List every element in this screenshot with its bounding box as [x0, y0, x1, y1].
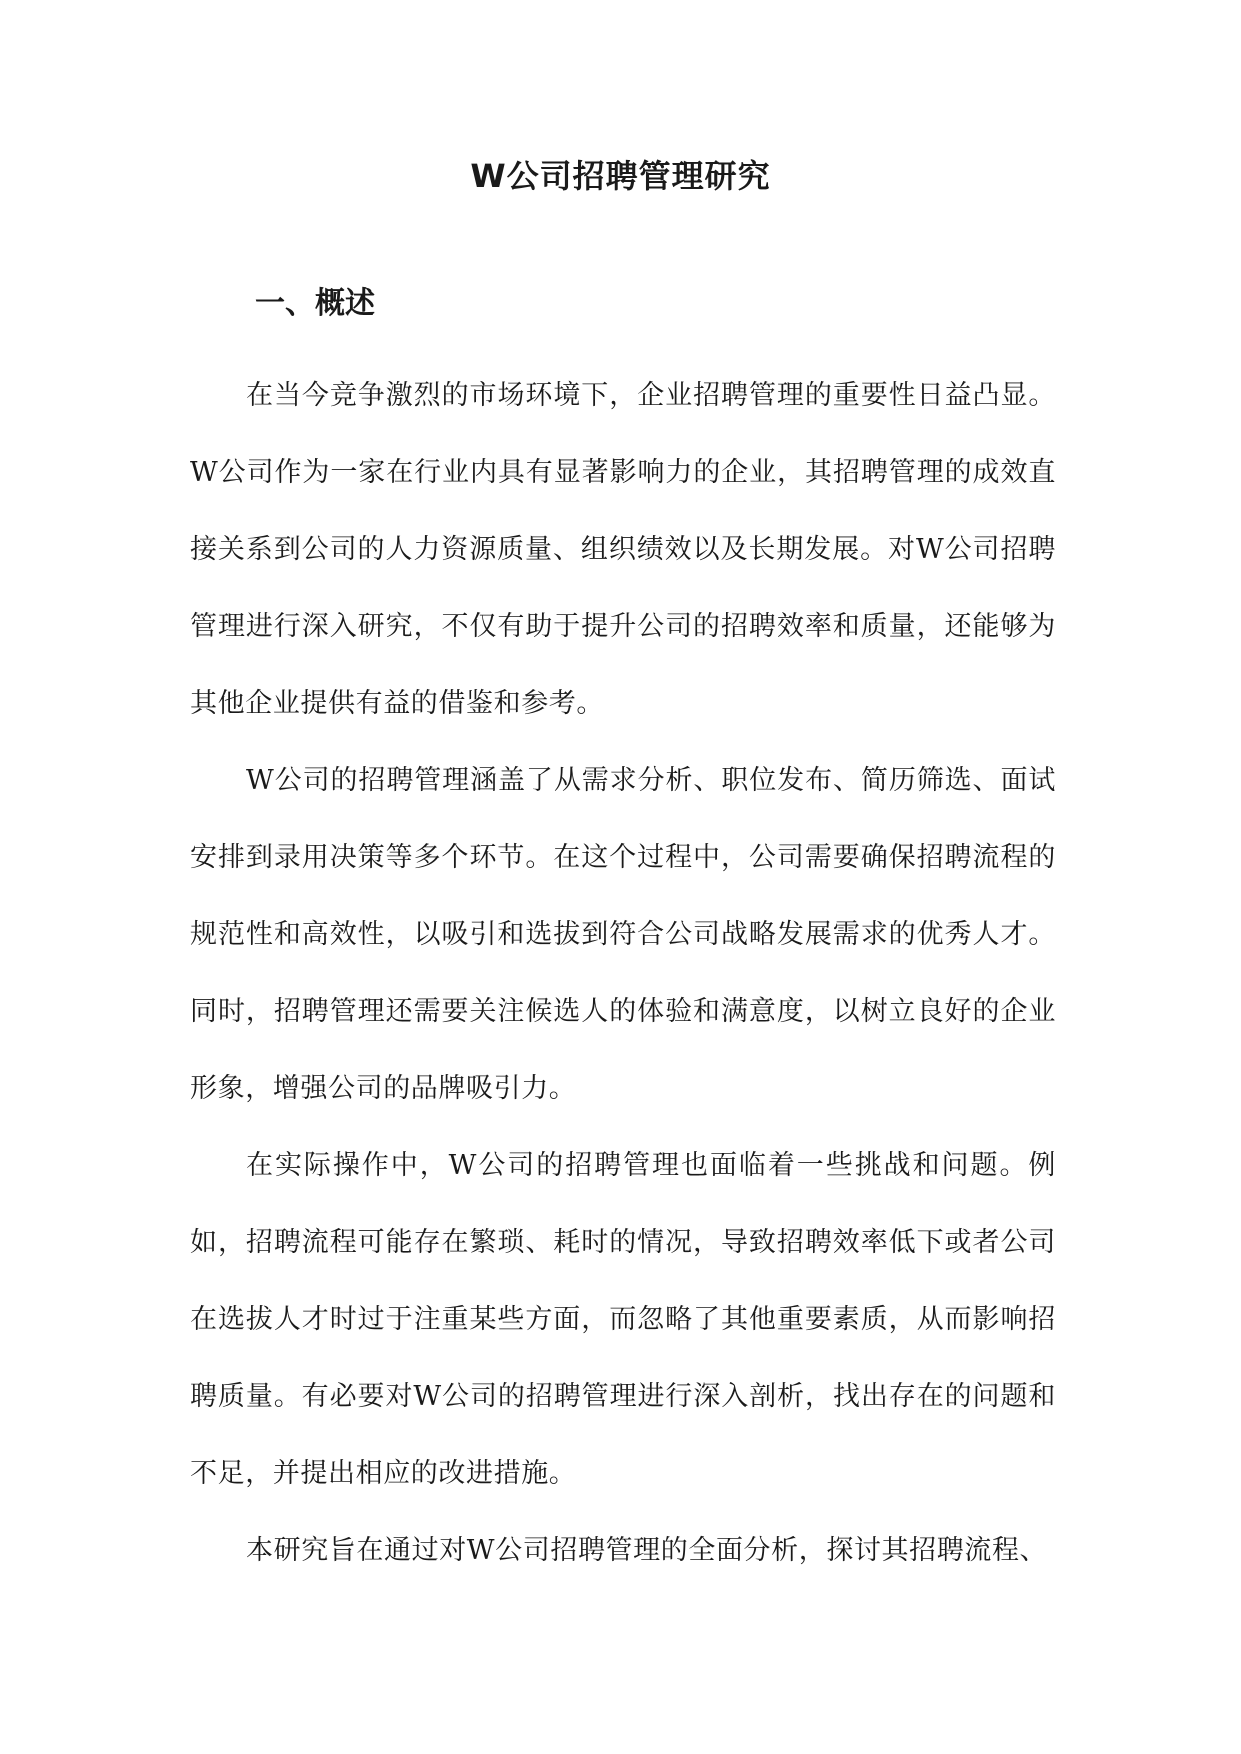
paragraph-3: 在实际操作中，W公司的招聘管理也面临着一些挑战和问题。例如，招聘流程可能存在繁琐、耗时的情况，导致招聘效率低下或者公司在选拔人才时过于注重某些方面，而忽略了其他重要素质，从而影响招聘质量。有必要对W公司的招聘管理进行深入剖析，找出存在的问题和不足，并提出相应的改进措施。	[190, 1150, 1056, 1489]
paragraph-2: W公司的招聘管理涵盖了从需求分析、职位发布、简历筛选、面试安排到录用决策等多个环节。在这个过程中，公司需要确保招聘流程的规范性和高效性，以吸引和选拔到符合公司战略发展需求的优秀人才。同时，招聘管理还需要关注候选人的体验和满意度，以树立良好的企业形象，增强公司的品牌吸引力。	[190, 765, 1056, 1104]
paragraph-4: 本研究旨在通过对W公司招聘管理的全面分析，探讨其招聘流程、	[246, 1535, 1048, 1566]
body-text	[190, 357, 1056, 1589]
section-heading-overview: 一、概述	[255, 286, 375, 321]
document-title: W公司招聘管理研究	[470, 157, 771, 195]
paragraph-1: 在当今竞争激烈的市场环境下，企业招聘管理的重要性日益凸显。W公司作为一家在行业内具有显著影响力的企业，其招聘管理的成效直接关系到公司的人力资源质量、组织绩效以及长期发展。对W公司招聘管理进行深入研究，不仅有助于提升公司的招聘效率和质量，还能够为其他企业提供有益的借鉴和参考。	[190, 380, 1056, 719]
